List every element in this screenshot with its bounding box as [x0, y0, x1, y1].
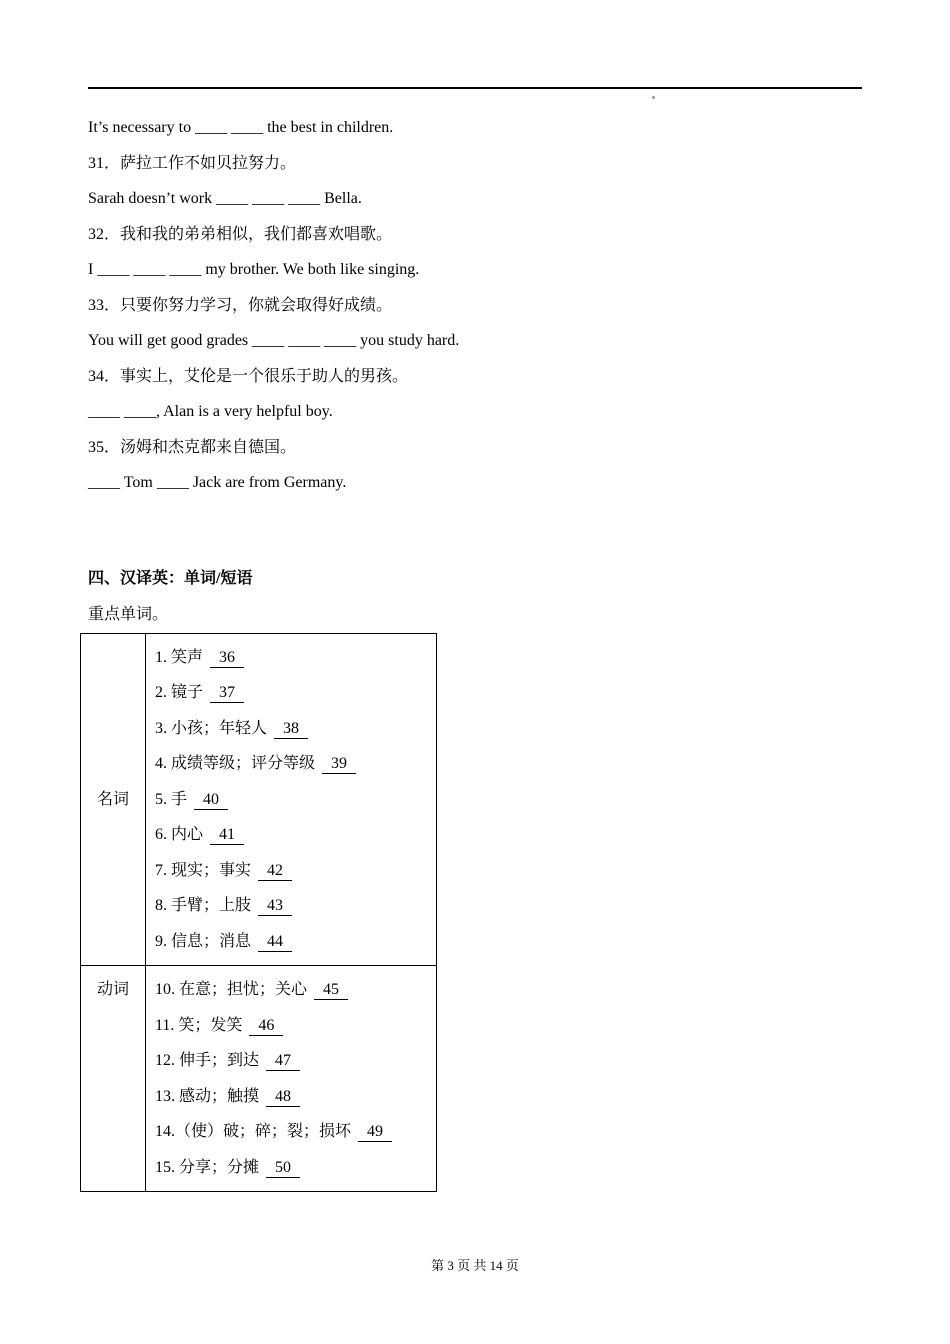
- vocab-item: [155, 972, 432, 1008]
- vocab-item: [155, 924, 432, 960]
- vocab-item: [155, 1114, 432, 1150]
- vocab-label: 11. 笑；发笑: [155, 1016, 243, 1034]
- exercise-prompt-cn: 31．萨拉工作不如贝拉努力。: [88, 154, 297, 172]
- exercise-sentence-en: I ____ ____ ____ my brother. We both like singing.: [88, 261, 420, 278]
- stray-mark: [652, 96, 655, 99]
- exercise-prompt-cn: 32．我和我的弟弟相似，我们都喜欢唱歌。: [88, 225, 393, 243]
- vocab-label: 7. 现实；事实: [155, 861, 252, 879]
- answer-blank: 47: [266, 1051, 300, 1071]
- vocab-item: [155, 711, 432, 747]
- vocab-label: 2. 镜子: [155, 684, 204, 701]
- exercise-sentence-en: Sarah doesn’t work ____ ____ ____ Bella.: [88, 190, 362, 207]
- vocab-item: [155, 1008, 432, 1044]
- category-cell-noun: 名词: [81, 633, 146, 966]
- answer-blank: 49: [358, 1122, 392, 1142]
- answer-blank: 42: [258, 861, 292, 881]
- noun-items-cell: [146, 633, 437, 966]
- answer-blank: 46: [249, 1016, 283, 1036]
- vocab-label: 10. 在意；担忧；关心: [155, 981, 308, 998]
- vocab-label: 12. 伸手；到达: [155, 1052, 260, 1069]
- answer-blank: 50: [266, 1158, 300, 1178]
- page-footer: 第 3 页 共 14 页: [431, 1258, 519, 1273]
- vocab-item: [155, 640, 432, 676]
- vocab-item: [155, 746, 432, 782]
- page-content: [88, 110, 870, 1192]
- vocab-table: [80, 633, 437, 1193]
- answer-blank: 37: [210, 683, 244, 703]
- header-rule: [88, 87, 862, 89]
- answer-blank: 40: [194, 790, 228, 810]
- vocab-label: 5. 手: [155, 790, 188, 808]
- answer-blank: 41: [210, 825, 244, 845]
- exercise-prompt-cn: 35．汤姆和杰克都来自德国。: [88, 438, 297, 456]
- section-title: 四、汉译英：单词/短语: [88, 569, 253, 587]
- vocab-label: 8. 手臂；上肢: [155, 897, 252, 914]
- exercise-sentence-en: You will get good grades ____ ____ ____ you study hard.: [88, 332, 460, 349]
- table-row-verbs: [81, 966, 437, 1192]
- answer-blank: 38: [274, 719, 308, 739]
- vocab-label: 6. 内心: [155, 826, 204, 843]
- vocab-item: [155, 1079, 432, 1115]
- vocab-label: 14.（使）破；碎；裂；损坏: [155, 1123, 352, 1140]
- answer-blank: 39: [322, 754, 356, 774]
- vocab-label: 9. 信息；消息: [155, 932, 252, 950]
- vocab-item: [155, 1043, 432, 1079]
- exercise-sentence-en: It’s necessary to ____ ____ the best in children.: [88, 119, 394, 136]
- vocab-item: [155, 1150, 432, 1186]
- vocab-item: [155, 853, 432, 889]
- category-cell-verb: 动词: [81, 966, 146, 1192]
- vocab-label: 15. 分享；分摊: [155, 1158, 260, 1176]
- vocab-label: 4. 成绩等级；评分等级: [155, 755, 316, 772]
- answer-blank: 48: [266, 1087, 300, 1107]
- vocab-label: 13. 感动；触摸: [155, 1087, 260, 1105]
- answer-blank: 36: [210, 648, 244, 668]
- vocab-item: [155, 817, 432, 853]
- exercise-sentence-en: ____ Tom ____ Jack are from Germany.: [88, 474, 347, 491]
- section-subtitle: 重点单词。: [88, 605, 169, 623]
- vocab-label: 1. 笑声: [155, 648, 204, 666]
- answer-blank: 43: [258, 896, 292, 916]
- vocab-item: [155, 888, 432, 924]
- answer-blank: 44: [258, 932, 292, 952]
- exercise-sentence-en: ____ ____, Alan is a very helpful boy.: [88, 403, 333, 420]
- vocab-item: [155, 782, 432, 818]
- exercise-prompt-cn: 33．只要你努力学习，你就会取得好成绩。: [88, 296, 393, 314]
- verb-items-cell: [146, 966, 437, 1192]
- answer-blank: 45: [314, 980, 348, 1000]
- exercise-prompt-cn: 34．事实上，艾伦是一个很乐于助人的男孩。: [88, 367, 409, 385]
- table-row-nouns: [81, 633, 437, 966]
- vocab-label: 3. 小孩；年轻人: [155, 719, 268, 737]
- vocab-item: [155, 675, 432, 711]
